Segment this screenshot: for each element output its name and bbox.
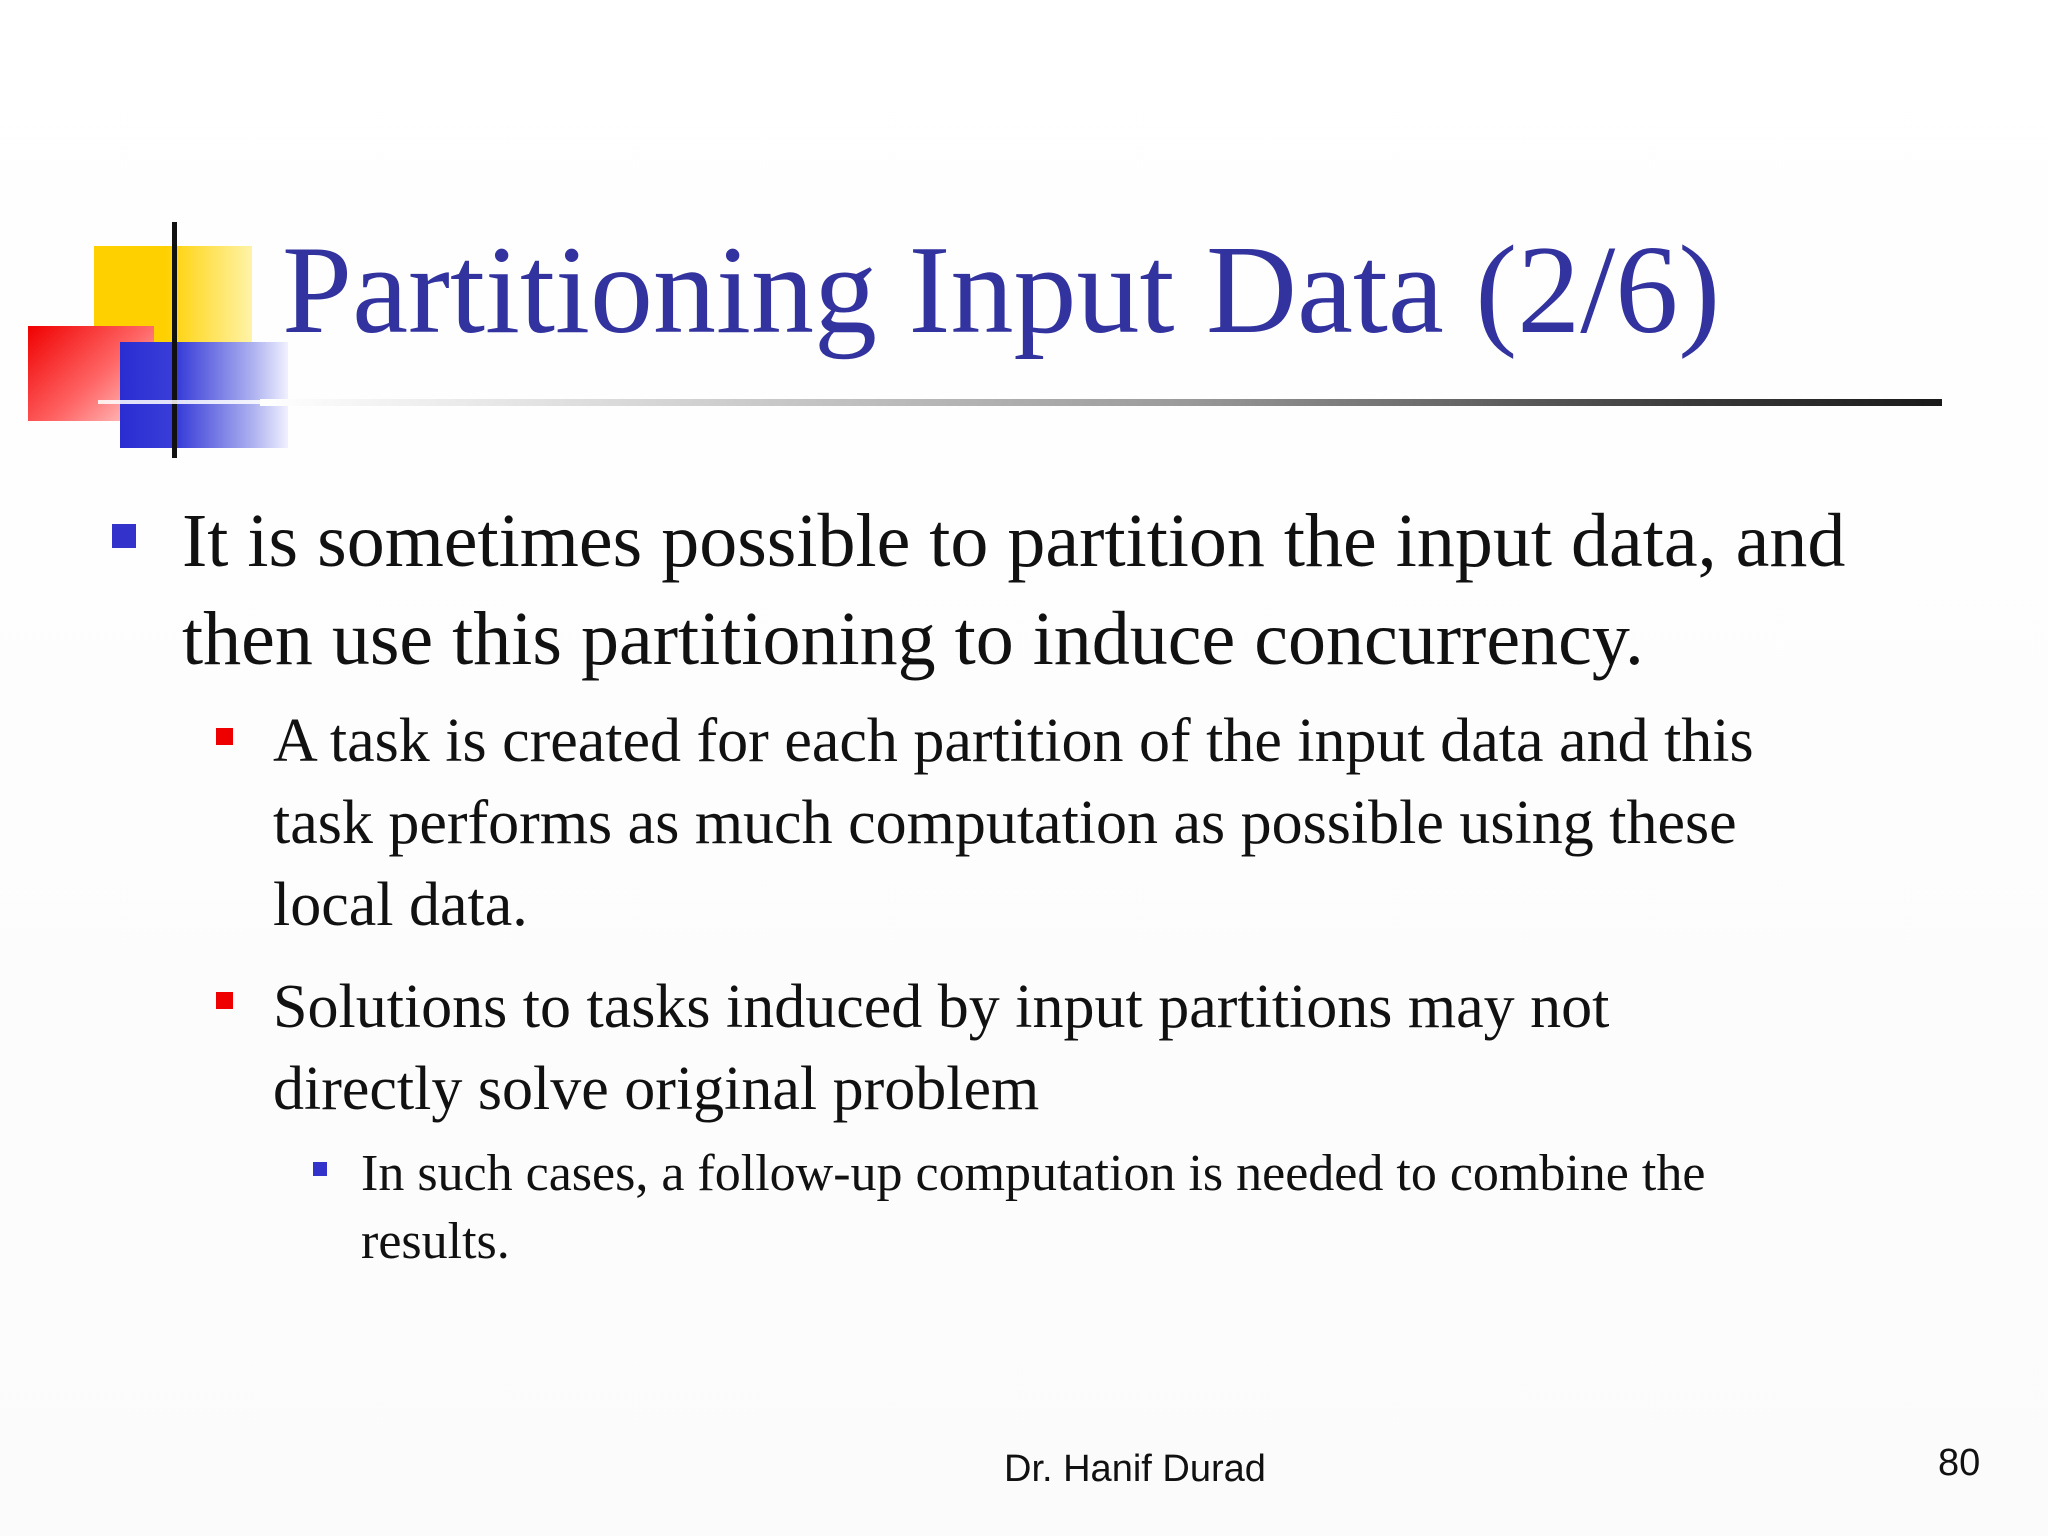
bullet-level3-text [361, 1140, 1881, 1276]
bullet-line: In such cases, a follow-up computation is needed to combine the [361, 1145, 1706, 1202]
page-number: 80 [1938, 1442, 1981, 1484]
bullet-level1-text [182, 492, 1942, 688]
level3-bullet-icon [313, 1162, 327, 1176]
bullet-line: It is sometimes possible to partition the input data, and [182, 499, 1846, 583]
level2-bullet-icon [216, 728, 233, 745]
bullet-line: then use this partitioning to induce concurrency. [182, 597, 1644, 681]
bullet-line: results. [361, 1213, 510, 1270]
bullet-line: task performs as much computation as possible using these [273, 789, 1737, 857]
bullet-line: A task is created for each partition of the input data and this [273, 707, 1754, 775]
level2-bullet-icon [216, 992, 233, 1009]
bullet-level2a-text [273, 700, 1963, 946]
level1-bullet-icon [112, 524, 136, 548]
footer-author: Dr. Hanif Durad [1004, 1448, 1266, 1490]
slide-title: Partitioning Input Data (2/6) [282, 221, 1721, 360]
bullet-level2b-text [273, 966, 1963, 1130]
bullet-line: directly solve original problem [273, 1055, 1040, 1123]
bullet-line: Solutions to tasks induced by input partitions may not [273, 973, 1610, 1041]
bullet-line: local data. [273, 871, 528, 939]
